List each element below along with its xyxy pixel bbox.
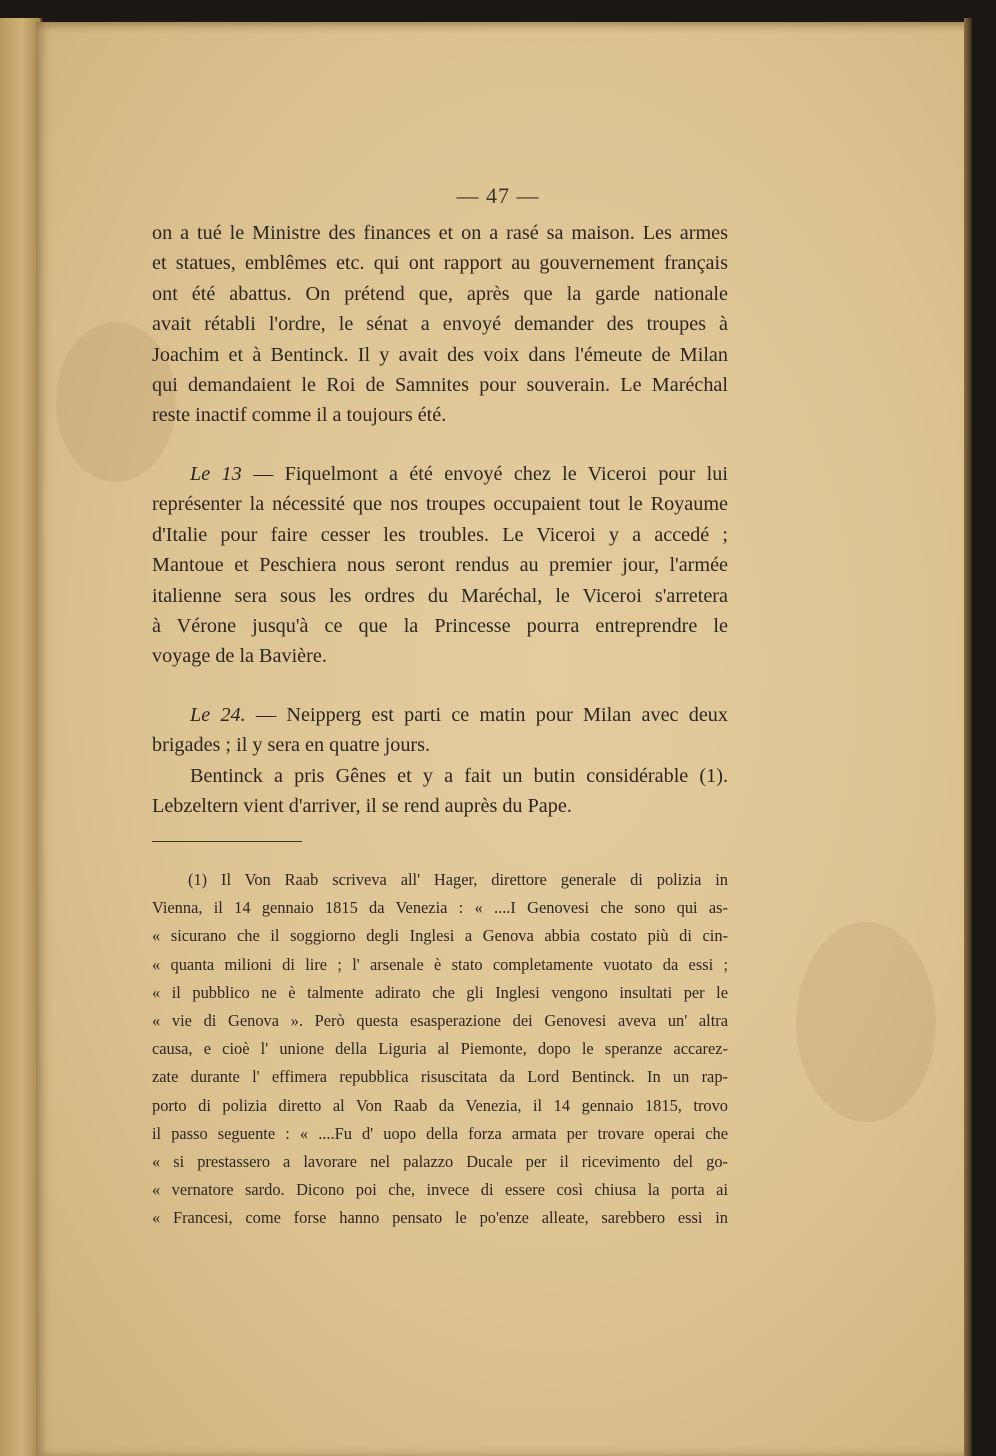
text-line: voyage de la Bavière.: [152, 645, 327, 668]
footnote-line: zate durante l' effimera repubblica risuscitata da Lord Bentinck. In un rap-: [152, 1067, 728, 1087]
footnote-line: il passo seguente : « ....Fu d' uopo della forza armata per trovare operai che: [152, 1123, 728, 1143]
text-line: on a tué le Ministre des finances et on a rasé sa maison. Les armes: [152, 222, 728, 244]
entry-date: Le 13: [190, 463, 242, 485]
text-line: [152, 700, 728, 730]
footnote-separator: [152, 841, 302, 842]
page-number: — 47 —: [456, 183, 540, 208]
footnote-line: « Francesi, come forse hanno pensato le po'enze alleate, sarebbero essi in: [152, 1208, 728, 1228]
text-line: brigades ; il y sera en quatre jours.: [152, 734, 431, 757]
text-line: représenter la nécessité que nos troupes occupaient tout le Royaume: [152, 493, 728, 516]
footnote-line: « vernatore sardo. Dicono poi che, invece di essere così chiusa la porta ai: [152, 1180, 728, 1200]
text-line: Joachim et à Bentinck. Il y avait des voix dans l'émeute de Milan: [152, 343, 728, 366]
text-line: reste inactif comme il a toujours été.: [152, 404, 447, 427]
footnote-line: « si prestassero a lavorare nel palazzo Ducale per il ricevimento del go-: [152, 1152, 728, 1172]
text-line: et statues, emblêmes etc. qui ont rapport au gouvernement français: [152, 252, 728, 275]
footnote-line: causa, e cioè l' unione della Liguria al Piemonte, dopo le speranze accarez-: [152, 1039, 728, 1059]
footnote-line: (1) Il Von Raab scriveva all' Hager, direttore generale di polizia in: [188, 870, 728, 889]
paragraph-2: [152, 459, 728, 672]
text-line: ont été abattus. On prétend que, après que la garde nationale: [152, 282, 728, 305]
text-line: italienne sera sous les ordres du Maréchal, le Viceroi s'arretera: [152, 584, 728, 607]
text-line: avait rétabli l'ordre, le sénat a envoyé demander des troupes à: [152, 313, 728, 336]
text-line: Lebzeltern vient d'arriver, il se rend auprès du Pape.: [152, 795, 572, 818]
text-line: Mantoue et Peschiera nous seront rendus au premier jour, l'armée: [152, 554, 728, 577]
footnote-line: « sicurano che il soggiorno degli Inglesi a Genova abbia costato più di cin-: [152, 926, 728, 946]
text-line: Bentinck a pris Gênes et y a fait un butin considérable (1).: [190, 765, 728, 787]
page-edge-shadow: [964, 18, 972, 1456]
footnote: [152, 866, 728, 1233]
text-span: — Fiquelmont a été envoyé chez le Viceroi pour lui: [253, 463, 728, 485]
text-line: [152, 459, 728, 489]
text-line: d'Italie pour faire cesser les troubles. Le Viceroi y a accedé ;: [152, 523, 728, 546]
paragraph-4: [152, 761, 728, 822]
paragraph-1: [152, 218, 728, 431]
paper-stain: [796, 922, 936, 1122]
footnote-line: « il pubblico ne è talmente adirato che gli Inglesi vengono insultati per le: [152, 982, 728, 1002]
paragraph-3: [152, 700, 728, 761]
footnote-line: « vie di Genova ». Però questa esasperazione dei Genovesi aveva un' altra: [152, 1011, 728, 1031]
footnote-line: porto di polizia diretto al Von Raab da Venezia, il 14 gennaio 1815, trovo: [152, 1095, 728, 1115]
text-line: qui demandaient le Roi de Samnites pour souverain. Le Maréchal: [152, 374, 728, 397]
text-line: à Vérone jusqu'à ce que la Princesse pourra entreprendre le: [152, 615, 728, 638]
footnote-line: « quanta milioni di lire ; l' arsenale è stato completamente vuotato da essi ;: [152, 954, 728, 974]
entry-date: Le 24.: [190, 704, 246, 726]
footnote-line: Vienna, il 14 gennaio 1815 da Venezia : « ....I Genovesi che sono qui as-: [152, 898, 728, 918]
text-span: — Neipperg est parti ce matin pour Milan avec deux: [255, 704, 728, 726]
